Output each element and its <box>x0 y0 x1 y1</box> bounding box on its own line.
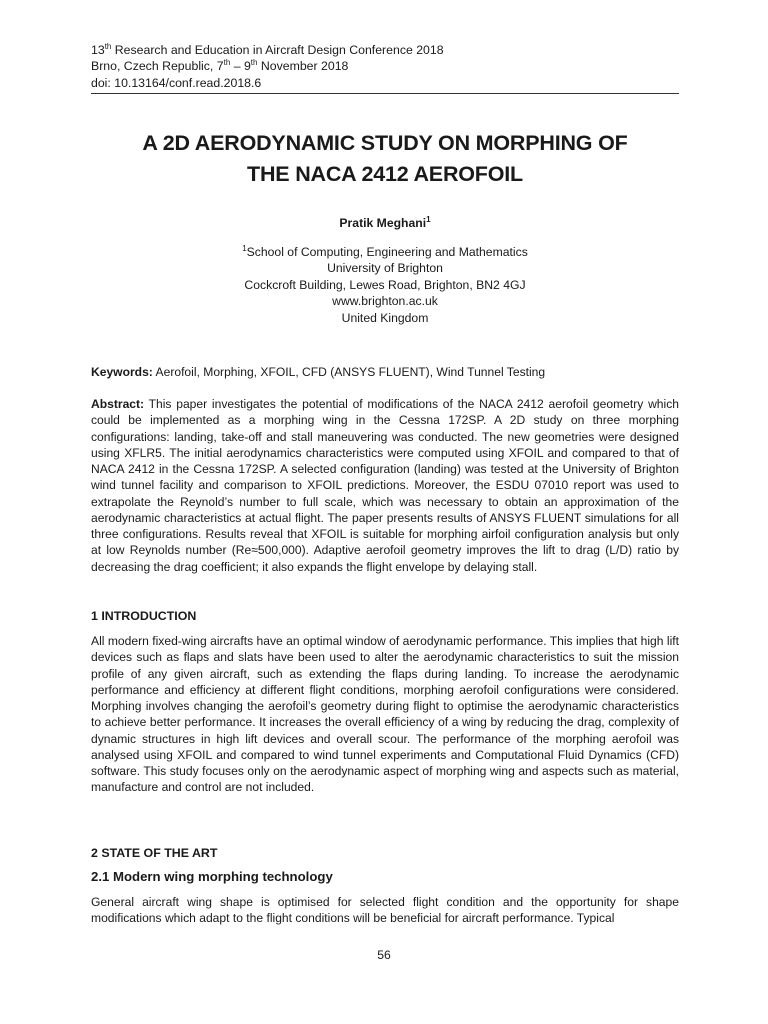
header-divider <box>91 93 679 94</box>
conference-header <box>91 42 679 91</box>
header-line-2: Brno, Czech Republic, 7th – 9th November 2018 <box>91 58 349 74</box>
state-of-the-art-text: General aircraft wing shape is optimised for selected flight condition and the opportunity for shape modifications which adapt to the flight conditions will be beneficial for aircraft performance. Typical <box>91 895 679 926</box>
header-line-1: 13th Research and Education in Aircraft Design Conference 2018 <box>91 41 444 57</box>
subsection-heading-wing-morphing: 2.1 Modern wing morphing technology <box>91 869 333 884</box>
doi-line: doi: 10.13164/conf.read.2018.6 <box>91 75 262 90</box>
introduction-text: All modern fixed-wing aircrafts have an optimal window of aerodynamic performance. This implies that high lift devices such as flaps and slats have been used to alter the aerodynamic characteristics to suit the mission profile of any given aircraft, such as extending the flaps during landing. To increase the aerodynamic performance and efficiency at different flight conditions, morphing aerofoil configurations were considered. Morphing involves changing the aerofoil’s geometry during flight to optimise the aerodynamic characteristics to achieve better performance. It increases the overall efficiency of a wing by reducing the drag, complexity of dynamic structures in high lift devices and overall scour. The performance of the morphing aerofoil was analysed using XFOIL and compared to wind tunnel experiments and Computational Fluid Dynamics (CFD) software. This study focuses only on the aerodynamic aspect of morphing wing and aspects such as material, manufacture and control are not included. <box>91 634 679 795</box>
section-heading-introduction: 1 INTRODUCTION <box>91 609 197 623</box>
abstract-label: Abstract: <box>91 397 145 411</box>
title-line-2: THE NACA 2412 AEROFOIL <box>247 162 523 186</box>
paper-title <box>91 128 679 190</box>
page-number: 56 <box>377 948 391 962</box>
abstract-text: This paper investigates the potential of modifications of the NACA 2412 aerofoil geometry which could be implemented as a morphing wing in the Cessna 172SP. A 2D study on three morphing configurations: landing, take-off and stall maneuvering was conducted. The new geometries were designed using XFLR5. The initial aerodynamics characteristics were computed using XFOIL and compared to that of NACA 2412 in the Cessna 172SP. A selected configuration (landing) was tested at the University of Brighton wind tunnel facility and comparison to XFOIL predictions. Moreover, the ESDU 07010 report was used to extrapolate the Reynold’s number to full scale, which was necessary to obtain an approximation of the aerodynamic characteristics at actual flight. The paper presents results of ANSYS FLUENT simulations for all three configurations. Results reveal that XFOIL is suitable for morphing airfoil configuration analysis but only at low Reynolds number (Re≈500,000). Adaptive aerofoil geometry improves the lift to drag (L/D) ratio by decreasing the drag coefficient; it also expands the flight envelope by delaying stall. <box>91 397 679 574</box>
affiliation-country: United Kingdom <box>341 310 429 325</box>
affiliation-url: www.brighton.ac.uk <box>332 294 438 309</box>
keywords-text: Aerofoil, Morphing, XFOIL, CFD (ANSYS FLUENT), Wind Tunnel Testing <box>152 365 546 379</box>
section-heading-state-of-the-art: 2 STATE OF THE ART <box>91 846 218 860</box>
affiliation-line-2: University of Brighton <box>327 261 443 276</box>
keywords-label: Keywords: <box>91 365 153 379</box>
affiliation <box>91 244 679 326</box>
affiliation-line-3: Cockcroft Building, Lewes Road, Brighton, BN2 4GJ <box>244 277 526 292</box>
title-line-1: A 2D AERODYNAMIC STUDY ON MORPHING OF <box>142 131 628 155</box>
keywords <box>91 364 679 380</box>
abstract <box>91 396 679 575</box>
author-name: Pratik Meghani$^1$ <box>339 214 431 230</box>
affiliation-line-1: $^1$School of Computing, Engineering and Mathematics <box>242 243 528 259</box>
